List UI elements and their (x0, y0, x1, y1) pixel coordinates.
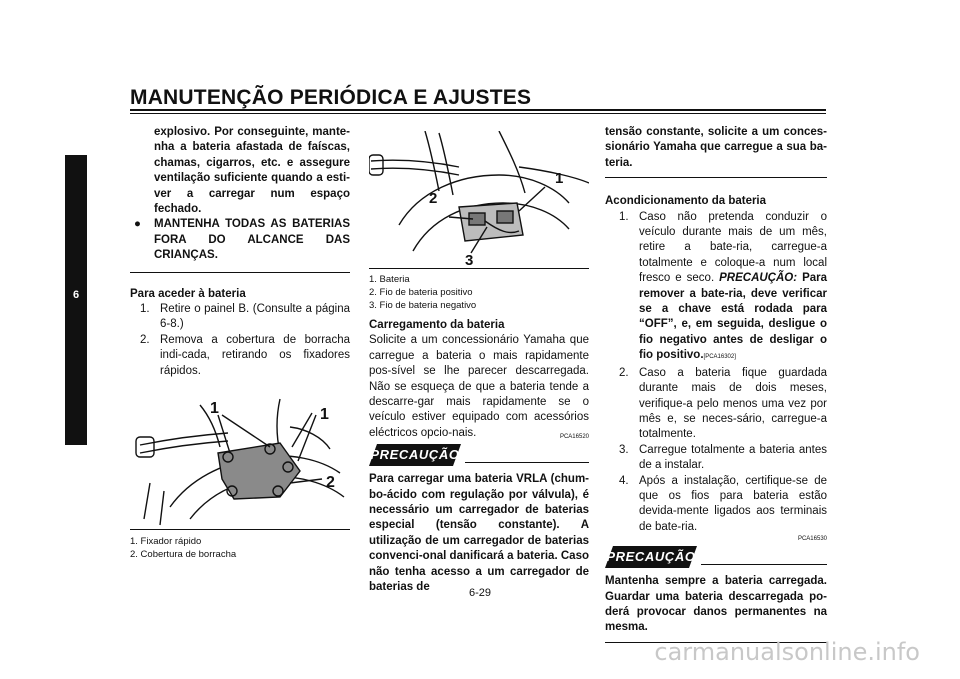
watermark: carmanualsonline.info (654, 638, 920, 666)
column-2 (369, 131, 589, 596)
item-number: 3. (619, 443, 629, 456)
warning-continuation: explosivo. Por conseguinte, mante-nha a bateria afastada de faíscas, chamas, cigarros, etc. e assegure ventilação suficiente quando a esti-ver a carregar num espaço fechado. (154, 126, 350, 216)
callout-1a: 1 (210, 400, 219, 418)
ref-code: PCA16520 (559, 434, 589, 441)
caution-rule (701, 564, 827, 565)
caution-end-rule (605, 177, 827, 178)
caption-2: 2. Fio de bateria positivo (369, 287, 473, 298)
caption-1: 1. Fixador rápido (130, 536, 202, 548)
chapter-number: 6 (72, 289, 80, 301)
step-text: Retire o painel B. (Consulte a página 6-8.) (160, 303, 350, 331)
list-item (140, 333, 350, 379)
item-text: Após a instalação, certifique-se de que os fios para bateria estão devida-mente ligados aos terminais de bate-ria. (639, 474, 827, 533)
step-number: 1. (140, 303, 150, 316)
list-item (619, 443, 827, 474)
warning-bullet (130, 217, 350, 263)
header-rule-thin (130, 113, 826, 114)
bullet-icon: ● (134, 218, 141, 231)
caution-rule (465, 462, 589, 463)
list-item (619, 366, 827, 443)
callout-2: 2 (326, 474, 335, 492)
figure-caption-block (130, 529, 350, 561)
inline-ref-code: [PCA16302] (703, 354, 736, 361)
chapter-tab (65, 155, 87, 445)
item-text: Caso não pretenda conduzir o veículo durante mais de um mês, retire a bate-ria, carregue-a totalmente e coloque-a num local fresco e seco. (639, 210, 827, 285)
callout-3: 3 (465, 252, 474, 268)
figure-caption-block (369, 268, 589, 312)
caution-badge (369, 444, 461, 466)
charging-text: Solicite a um concessionário Yamaha que carregue a bateria o mais rapidamente pos-sível se lhe parecer descarregada. Não se esqueça de que a bateria tende a descarre-gar mais rapidamente se o veículo estiver equipado com acessórios eléctricos opcio-nais. (369, 334, 589, 439)
item-body (633, 210, 827, 366)
step-number: 2. (140, 333, 150, 346)
list-item (619, 210, 827, 366)
item-text: Caso a bateria fique guardada durante mais de dois meses, verifique-a pelo menos uma vez por mês e, se neces-sário, carregue-a totalmente. (639, 366, 827, 441)
callout-2: 2 (429, 190, 438, 207)
column-1 (130, 125, 350, 561)
item-number: 4. (619, 474, 629, 487)
page-number: 6-29 (468, 587, 492, 599)
ref-code: PCA16530 (797, 536, 827, 543)
inline-caution-text: Para remover a bate-ria, deve verificar se a chave está rodada para “OFF”, e, em seguida, desligue o fio negativo antes de desligar o fio positivo. (639, 272, 828, 362)
caption-2: 2. Cobertura de borracha (130, 549, 237, 561)
battery-illustration (369, 131, 589, 268)
storage-heading: Acondicionamento da bateria (605, 195, 767, 208)
rubber-cover-figure (130, 387, 350, 527)
warning-end-rule (130, 272, 350, 273)
scooter-cover-illustration (130, 387, 350, 527)
caution-label: PRECAUÇÃO (606, 549, 696, 565)
page-title: MANUTENÇÃO PERIÓDICA E AJUSTES (130, 86, 532, 109)
caution-badge (605, 546, 697, 568)
header-rule (130, 109, 826, 111)
callout-1: 1 (555, 170, 564, 187)
item-text: Carregue totalmente a bateria antes de a instalar. (639, 443, 827, 472)
item-number: 2. (619, 366, 629, 379)
caution-continuation: tensão constante, solicite a um conces-sionário Yamaha que carregue a sua ba-teria. (605, 126, 827, 169)
storage-list (605, 210, 827, 536)
caution-header (369, 444, 589, 466)
warning-bullet-text: MANTENHA TODAS AS BATERIAS FORA DO ALCANCE DAS CRIANÇAS. (154, 218, 350, 262)
step-text: Remova a cobertura de borracha indi-cada, retirando os fixadores rápidos. (160, 333, 350, 377)
caption-3: 3. Fio de bateria negativo (369, 300, 477, 311)
item-number: 1. (619, 210, 629, 223)
battery-figure (369, 131, 589, 268)
access-steps (130, 302, 350, 379)
caution-label: PRECAUÇÃO (370, 447, 460, 463)
caution-header (605, 546, 827, 568)
charging-heading: Carregamento da bateria (369, 319, 505, 331)
caution-text: Mantenha sempre a bateria carregada. Guardar uma bateria descarregada po-derá provocar danos permanentes na mesma. (605, 575, 827, 634)
list-item (619, 474, 827, 536)
caution-text: Para carregar uma bateria VRLA (chum-bo-ácido com regulação por válvula), é necessário um carregador de baterias especial (tensão constante). A utilização de um carregador de baterias convenci-onal danificará a bateria. Caso não tenha acesso a um carregador de baterias de (369, 473, 589, 594)
access-heading: Para aceder à bateria (130, 287, 246, 300)
list-item (140, 302, 350, 333)
caption-1: 1. Bateria (369, 274, 410, 285)
column-3 (605, 125, 827, 643)
callout-1b: 1 (320, 406, 329, 424)
inline-caution-label: PRECAUÇÃO: (719, 272, 798, 285)
